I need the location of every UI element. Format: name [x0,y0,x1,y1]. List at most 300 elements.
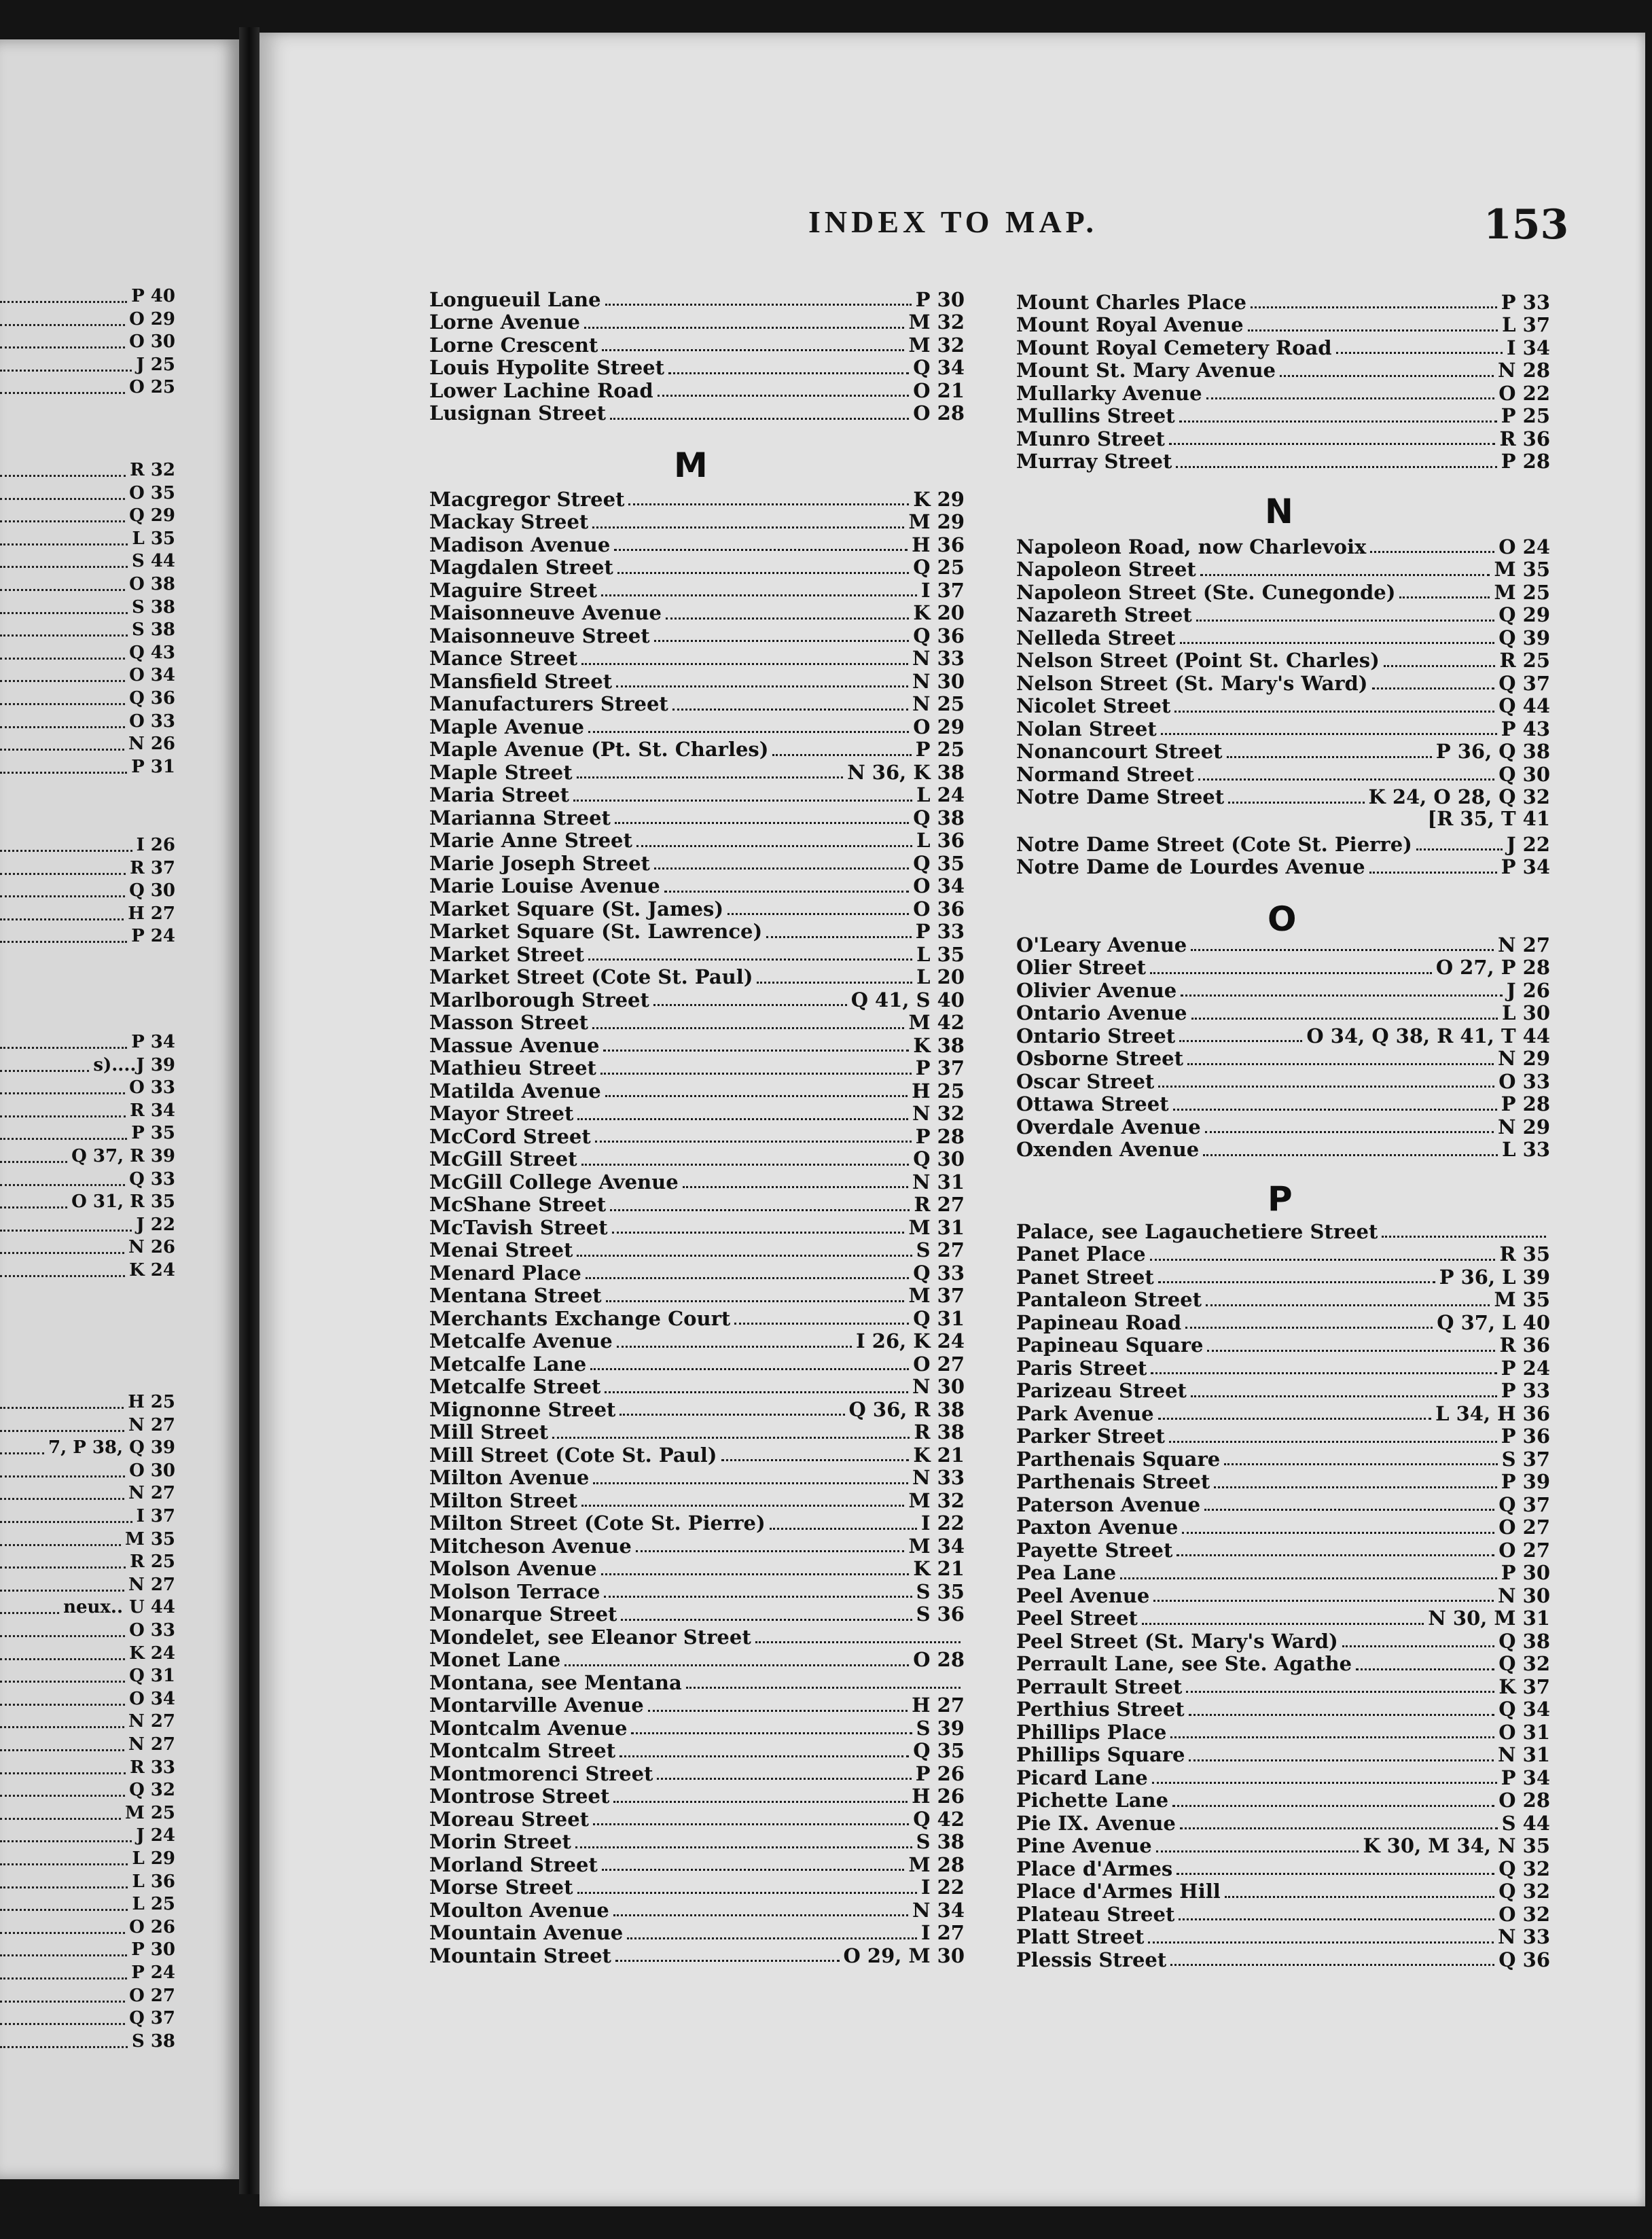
map-reference: N 29 [1498,1115,1550,1139]
index-entry [429,1421,965,1444]
index-entry [1016,1471,1550,1493]
map-reference: K 20 [913,601,965,624]
street-name: Monet Lane [429,1648,561,1671]
map-reference: O 34, Q 38, R 41, T 44 [1306,1024,1550,1047]
left-page-ref-row [0,308,175,330]
index-entry [429,1558,965,1580]
map-reference: N 30 [1498,1583,1550,1607]
left-page-ref-row [0,1802,175,1824]
leader-dots [577,1255,912,1257]
left-page-ref: H 27 [128,903,175,924]
leader-dots [631,1732,912,1734]
map-reference: M 25 [1494,580,1550,604]
map-reference: N 30 [912,1375,965,1398]
index-entry [1016,1425,1550,1448]
map-reference: Q 32 [1498,1857,1550,1880]
map-reference: L 36 [916,829,965,852]
index-entry [1016,649,1550,672]
map-reference: K 24, O 28, Q 32 [1368,785,1550,808]
map-reference: M 31 [908,1215,965,1239]
map-reference: P 37 [915,1056,965,1079]
left-page-ref: O 34 [129,1688,175,1709]
index-entry [429,1580,965,1602]
map-reference: I 27 [920,1921,965,1944]
index-entry [1016,1630,1550,1652]
leader-dots [0,1635,125,1637]
leader-dots [0,1658,125,1660]
leader-dots [1152,1782,1497,1784]
street-name: Overdale Avenue [1016,1115,1201,1139]
street-name: Peel Street (St. Mary's Ward) [1016,1629,1338,1653]
leader-dots [588,731,909,733]
street-name: Palace, see Lagauchetiere Street [1016,1219,1378,1243]
index-entry [429,488,965,510]
street-name: Osborne Street [1016,1047,1184,1070]
leader-dots [1416,848,1503,850]
index-entry [1016,856,1550,878]
index-entry [429,1467,965,1489]
index-entry [1016,717,1550,740]
leader-dots [664,891,910,893]
leader-dots [1180,642,1495,644]
leader-dots [0,1252,124,1254]
index-entry [429,693,965,715]
map-reference: M 29 [908,510,965,533]
map-reference: P 30 [1501,1561,1550,1584]
leader-dots [755,1641,960,1643]
leader-dots [734,1323,909,1325]
leader-dots [612,1232,905,1234]
leader-dots [1248,329,1498,332]
book-gutter [239,27,259,2194]
index-entry [1016,1766,1550,1789]
leader-dots [1191,949,1494,951]
left-page-ref: O 27 [129,1985,175,2006]
left-page-ref-row [0,528,175,550]
left-page-ref-row [0,482,175,504]
map-reference: O 33 [1498,1069,1550,1093]
leader-dots [1224,1463,1497,1465]
index-entry-continuation [1016,807,1550,829]
left-page-ref: O 33 [129,1620,175,1641]
street-name: Lusignan Street [429,401,607,425]
map-reference: L 34, H 36 [1435,1401,1550,1425]
leader-dots [577,776,844,778]
left-page-ref-row [0,1871,175,1893]
leader-dots [0,1954,127,1956]
map-reference: Q 31 [913,1306,965,1330]
leader-dots [1179,1918,1494,1920]
map-reference: O 32 [1498,1902,1550,1926]
leader-dots [1150,1259,1496,1261]
street-name: Menard Place [429,1261,581,1285]
map-reference: Q 34 [913,356,965,379]
leader-dots [0,1704,125,1706]
index-entry [1016,1266,1550,1288]
map-reference: K 29 [913,487,965,511]
leader-dots [584,327,905,329]
street-name: Paxton Avenue [1016,1516,1179,1539]
street-name: Montana, see Mentana [429,1670,682,1694]
left-page-ref-row [0,1505,175,1527]
map-reference: M 32 [908,310,965,334]
left-page-ref: H 25 [128,1392,175,1412]
index-entry [429,738,965,761]
leader-dots [668,372,909,374]
leader-dots [0,1452,44,1454]
left-page-ref: Q 37 [129,2008,175,2029]
left-page-ref: O 26 [129,1916,175,1937]
left-page-ref: J 25 [136,354,175,375]
leader-dots [1369,872,1497,874]
map-reference: O 34 [913,874,965,897]
street-name: Marie Anne Street [429,829,632,852]
leader-dots [0,1115,126,1117]
index-entry [429,784,965,806]
index-entry [429,1216,965,1238]
left-page-ref: N 26 [128,734,175,755]
left-page-ref-row [0,1596,175,1618]
index-entry [1016,314,1550,336]
index-entry [429,357,965,379]
street-name: Perrault Street [1016,1674,1183,1698]
leader-dots [0,658,125,660]
index-entry [429,670,965,692]
leader-dots [1170,1736,1494,1738]
street-name: Mountain Street [429,1944,611,1967]
left-page-ref-row [0,2007,175,2029]
map-reference: N 31 [912,1170,965,1194]
map-reference: S 36 [916,1602,965,1626]
map-reference: P 33 [1501,1379,1550,1402]
left-page-ref-row [0,1939,175,1960]
leader-dots [0,1138,127,1140]
left-page-ref-row [0,1437,175,1458]
index-entry [429,1034,965,1056]
map-reference: Q 32 [1498,1880,1550,1903]
left-page-ref: s)....J 39 [93,1054,175,1075]
map-reference: H 25 [912,1079,965,1103]
street-name: Maria Street [429,783,569,806]
map-reference: H 26 [912,1785,965,1808]
map-reference: I 26, K 24 [856,1329,965,1353]
map-reference: R 36 [1499,427,1550,450]
leader-dots [581,663,908,665]
map-reference: Q 42 [913,1807,965,1831]
left-page-ref: R 37 [130,857,175,878]
map-reference: Q 37, L 40 [1437,1310,1550,1334]
map-reference: K 30, M 34, N 35 [1363,1834,1550,1857]
map-reference: O 36 [913,897,965,920]
street-name: Mondelet, see Eleanor Street [429,1625,751,1649]
leader-dots [0,1161,67,1163]
leader-dots [1185,1327,1433,1329]
left-page-ref: J 24 [136,1825,175,1846]
index-entry [429,1671,965,1694]
map-reference: P 39 [1501,1470,1550,1493]
index-entry [1016,427,1550,450]
street-name: Merchants Exchange Court [429,1306,731,1330]
street-name: Nicolet Street [1016,694,1171,717]
leader-dots [603,1050,909,1052]
index-entry [1016,405,1550,427]
street-name: Maple Avenue (Pt. St. Charles) [429,738,769,761]
leader-dots [0,1726,124,1728]
left-page-ref-row [0,1825,175,1846]
leader-dots [1225,1896,1495,1898]
left-page-ref-row [0,1551,175,1573]
index-entry [1016,695,1550,717]
street-name: Pantaleon Street [1016,1288,1202,1311]
street-name: Notre Dame Street [1016,785,1225,808]
street-name: Perthius Street [1016,1698,1185,1721]
map-reference: N 34 [912,1898,965,1922]
leader-dots [0,1206,67,1208]
map-reference: K 21 [913,1443,965,1467]
map-reference: M 37 [908,1284,965,1307]
leader-dots [1158,1418,1432,1420]
street-name: Nazareth Street [1016,603,1192,626]
street-name: Moulton Avenue [429,1898,609,1922]
street-name: Mount Royal Cemetery Road [1016,336,1332,359]
leader-dots [0,612,128,614]
index-entry [429,806,965,829]
street-name: Olier Street [1016,956,1147,979]
leader-dots [1151,1372,1496,1374]
street-name: Park Avenue [1016,1401,1154,1425]
map-reference: Q 37 [1498,1492,1550,1516]
index-entry [429,311,965,334]
map-reference: N 31 [1498,1743,1550,1766]
leader-dots [1177,1554,1494,1556]
map-reference: L 24 [916,783,965,806]
leader-dots [1200,574,1490,576]
street-name: Platt Street [1016,1925,1145,1948]
map-reference: I 22 [920,1876,965,1899]
index-entry [1016,604,1550,626]
leader-dots [0,1184,125,1186]
street-name: Parizeau Street [1016,1379,1187,1402]
street-name: Mentana Street [429,1284,602,1307]
left-page-ref: S 38 [131,596,175,617]
map-reference: S 27 [916,1238,965,1261]
street-name: Montmorenci Street [429,1761,653,1785]
map-reference: O 31 [1498,1720,1550,1744]
index-entry [1016,979,1550,1001]
leader-dots [0,1275,125,1277]
left-page-ref: O 29 [129,308,175,329]
map-reference: O 29 [913,715,965,738]
leader-dots [573,800,912,802]
map-reference: O 24 [1498,535,1550,558]
map-reference: N 33 [912,647,965,670]
leader-dots [1228,802,1364,804]
street-name: Pichette Lane [1016,1789,1169,1812]
leader-dots [1150,972,1432,974]
street-name: Maisonneuve Street [429,624,650,647]
street-name: Paterson Avenue [1016,1492,1201,1516]
map-reference: Q 38 [913,806,965,829]
leader-dots [595,1141,912,1143]
map-reference: O 28 [913,1648,965,1671]
left-page-ref: N 27 [128,1574,175,1595]
street-name: Papineau Square [1016,1333,1204,1357]
map-reference: Q 30 [1498,762,1550,786]
left-page-ref-row [0,285,175,307]
street-name: Louis Hypolite Street [429,356,665,379]
leader-dots [0,1886,128,1888]
street-name: Peel Street [1016,1607,1138,1630]
left-page-ref-row [0,1665,175,1687]
map-reference: O 29, M 30 [843,1944,965,1967]
leader-dots [0,1566,126,1569]
map-reference: M 34 [908,1534,965,1558]
index-entry [429,1853,965,1876]
map-reference: Q 41, S 40 [850,988,965,1011]
map-reference: O 22 [1498,381,1550,405]
index-entry [1016,1115,1550,1138]
leader-dots [0,726,125,728]
leader-dots [0,1521,132,1523]
index-entry [429,1603,965,1626]
leader-dots [552,1437,910,1439]
left-page-ref-row [0,1259,175,1281]
left-page-ref: P 40 [131,286,175,306]
index-entry [429,579,965,601]
left-page-ref: P 31 [131,756,175,777]
index-entry [1016,1402,1550,1425]
leader-dots [0,1795,125,1797]
index-entry [1016,833,1550,855]
index-entry [429,920,965,943]
leader-dots [1356,1668,1494,1670]
street-name: Pea Lane [1016,1561,1117,1584]
map-reference: P 28 [1501,1092,1550,1115]
map-reference: M 32 [908,1488,965,1512]
leader-dots [586,1277,909,1279]
street-name: Lorne Avenue [429,310,580,334]
left-page-ref-row [0,596,175,618]
left-page-ref: P 34 [131,1032,175,1052]
left-page-ref: Q 29 [129,505,175,526]
leader-dots [1196,620,1495,622]
map-reference: N 27 [1498,933,1550,956]
leader-dots [1205,1131,1494,1133]
map-reference: R 35 [1499,1242,1550,1266]
street-name: Mount St. Mary Avenue [1016,359,1276,382]
index-entry [1016,359,1550,382]
leader-dots [1172,1805,1494,1807]
left-page-ref: O 38 [129,574,175,594]
index-entry [429,402,965,425]
index-entry [1016,1380,1550,1402]
map-reference: P 36 [1501,1425,1550,1448]
left-page-ref-row [0,834,175,856]
map-reference: Q 44 [1498,694,1550,717]
left-page-ref-row [0,505,175,526]
leader-dots [0,1590,124,1592]
map-reference: P 25 [1501,404,1550,427]
map-reference: M 35 [1494,558,1550,581]
street-name: Mitcheson Avenue [429,1534,632,1558]
leader-dots [0,543,128,545]
street-name: Normand Street [1016,762,1194,786]
index-entry [429,1626,965,1648]
street-name: Morland Street [429,1852,598,1876]
leader-dots [1170,1964,1494,1966]
index-entry [429,647,965,670]
street-name: Peel Avenue [1016,1583,1150,1607]
map-reference: Q 29 [1498,603,1550,626]
left-page-ref: Q 43 [129,642,175,663]
leader-dots [620,1755,909,1757]
map-reference: P 24 [1501,1356,1550,1380]
index-entry [1016,1070,1550,1092]
map-reference: N 30 [912,669,965,693]
left-page-ref: I 37 [136,1506,175,1526]
index-entry [429,1261,965,1284]
street-name: Molson Terrace [429,1579,600,1603]
left-page-ref-row [0,733,175,755]
leader-dots [0,1047,127,1049]
street-name: Maple Street [429,760,573,784]
leader-dots [0,1863,128,1865]
left-page-ref-row [0,1100,175,1122]
street-name: Parthenais Street [1016,1470,1210,1493]
leader-dots [1156,1850,1359,1852]
left-page-ref-row [0,1643,175,1664]
index-entry [429,988,965,1011]
leader-dots [605,304,912,306]
map-reference: Q 36, R 38 [848,1397,965,1421]
leader-dots [600,1073,912,1075]
leader-dots [614,549,908,551]
left-page-ref: J 22 [136,1214,175,1235]
map-reference: O 27 [1498,1538,1550,1562]
left-page-ref-row [0,1236,175,1258]
index-entry [1016,336,1550,359]
leader-dots [0,2046,128,2048]
leader-dots [636,845,912,847]
street-name: Matilda Avenue [429,1079,601,1103]
map-reference: N 33 [1498,1925,1550,1948]
street-name: Notre Dame de Lourdes Avenue [1016,855,1365,878]
leader-dots [1180,1827,1498,1829]
street-name: Mill Street [429,1420,549,1444]
left-page-ref: S 38 [131,620,175,641]
street-name: Montcalm Street [429,1739,616,1762]
leader-dots [604,1596,912,1598]
street-name: Munro Street [1016,427,1165,450]
leader-dots [0,1544,121,1546]
map-reference: L 33 [1502,1138,1550,1161]
map-reference: S 35 [916,1579,965,1603]
leader-dots [0,1070,89,1072]
street-name: Nelson Street (Point St. Charles) [1016,649,1380,672]
leader-dots [1370,551,1494,553]
leader-dots [1187,1063,1494,1065]
index-entry [1016,1903,1550,1925]
left-page-ref: R 25 [130,1552,175,1573]
index-entry [429,761,965,783]
leader-dots [672,709,908,711]
left-page-ref: Q 30 [129,880,175,901]
street-name: Montcalm Avenue [429,1716,628,1740]
leader-dots [1207,1350,1495,1352]
street-name: Oxenden Avenue [1016,1138,1200,1161]
leader-dots [1204,1509,1494,1511]
index-entry [1016,1539,1550,1561]
